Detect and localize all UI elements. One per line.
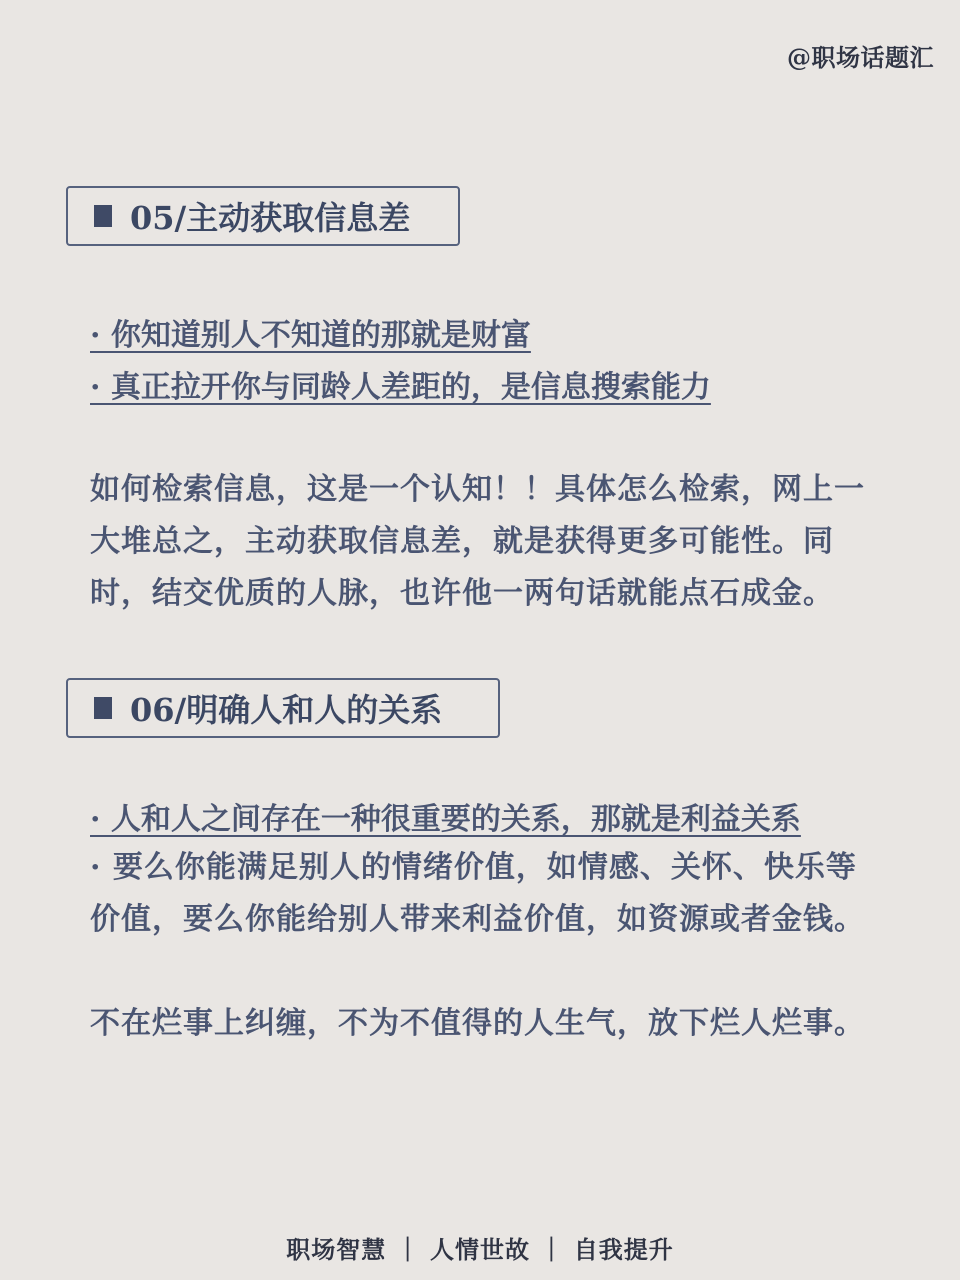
account-handle: @职场话题汇 (787, 43, 934, 72)
paragraph (90, 998, 880, 1050)
square-bullet-icon (94, 205, 112, 227)
bullet-paragraph (90, 842, 880, 946)
paragraph-line: 时，结交优质的人脉，也许他一两句话就能点石成金。 (90, 576, 834, 611)
bullet-line: · 人和人之间存在一种很重要的关系，那就是利益关系 (90, 802, 801, 837)
paragraph-line: 大堆总之，主动获取信息差，就是获得更多可能性。同 (90, 524, 834, 559)
section-header-06 (66, 678, 500, 738)
paragraph-line: 如何检索信息，这是一个认知！！具体怎么检索，网上一 (90, 472, 865, 507)
paragraph (90, 464, 880, 620)
footer-tags: 职场智慧 ｜ 人情世故 ｜ 自我提升 (286, 1235, 674, 1264)
section-header-05 (66, 186, 460, 246)
bullet-line: · 你知道别人不知道的那就是财富 (90, 318, 531, 353)
paragraph-line: · 要么你能满足别人的情绪价值，如情感、关怀、快乐等 (90, 850, 857, 885)
paragraph-line: 不在烂事上纠缠，不为不值得的人生气，放下烂人烂事。 (90, 1006, 865, 1041)
section-title: 05/主动获取信息差 (130, 199, 411, 237)
section-title: 06/明确人和人的关系 (130, 691, 443, 729)
square-bullet-icon (94, 697, 112, 719)
bullet-line: · 真正拉开你与同龄人差距的，是信息搜索能力 (90, 370, 711, 405)
paragraph-line: 价值，要么你能给别人带来利益价值，如资源或者金钱。 (90, 902, 865, 937)
